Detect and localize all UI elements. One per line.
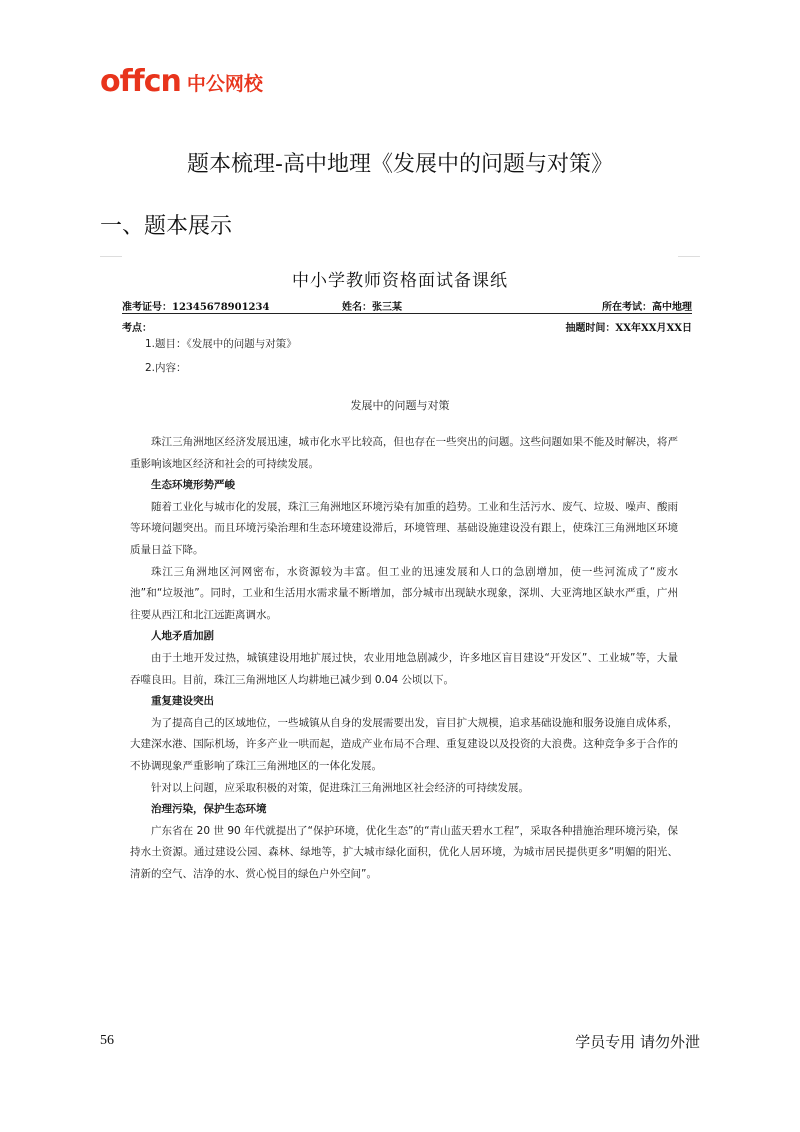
doc-paragraph: 随着工业化与城市化的发展，珠江三角洲地区环境污染有加重的趋势。工业和生活污水、废气、垃圾、噪声、酸雨等环境问题突出。而且环境污染治理和生态环境建设滞后，环境管理、基础设施建设没有跟上，使珠江三角洲地区环境质量日益下降。 bbox=[130, 500, 678, 556]
offcn-logo bbox=[100, 58, 263, 98]
doc-subheading: 重复建设突出 bbox=[151, 695, 214, 708]
doc-paragraph: 珠江三角洲地区河网密布，水资源较为丰富。但工业的迅速发展和人口的急剧增加，使一些河流成了“废水池”和“垃圾池”。同时，工业和生活用水需求量不断增加，部分城市出现缺水现象，深圳、大亚湾地区缺水严重，广州往要从西江和北江远距离调水。 bbox=[130, 565, 678, 621]
doc-paragraph: 为了提高自己的区域地位，一些城镇从自身的发展需要出发，盲目扩大规模，追求基础设施和服务设施自成体系，大建深水港、国际机场，许多产业一哄而起，造成产业布局不合理、重复建设以及投资的大浪费。这种竞争多于合作的不协调现象严重影响了珠江三角洲地区的一体化发展。 bbox=[130, 716, 678, 772]
doc-paragraph: 由于土地开发过热，城镇建设用地扩展过快，农业用地急剧减少，许多地区盲目建设“开发区”、工业城”等，大量吞噬良田。目前，珠江三角洲地区人均耕地已减少到 0.04 公顷以下。 bbox=[130, 651, 678, 686]
exam-number: 准考证号：12345678901234 bbox=[122, 302, 270, 313]
draw-date: 抽题时间：XX年XX月XX日 bbox=[565, 323, 692, 334]
doc-paragraph: 广东省在 20 世 90 年代就提出了“保护环境，优化生态”的“青山蓝天碧水工程”，采取各种措施治理环境污染，保持水土资源。通过建设公园、森林、绿地等，扩大城市绿化面积，优化人居环境，为城市居民提供更多“明媚的阳光、清新的空气、洁净的水、赏心悦目的绿色户外空间”。 bbox=[130, 824, 678, 880]
section-heading: 一、题本展示 bbox=[100, 214, 233, 239]
prep-sheet-image bbox=[100, 256, 700, 916]
doc-paragraph: 珠江三角洲地区经济发展迅速，城市化水平比较高，但也存在一些突出的问题。这些问题如果不能及时解决，将严重影响该地区经济和社会的可持续发展。 bbox=[130, 436, 678, 470]
doc-subheading: 治理污染，保护生态环境 bbox=[151, 803, 267, 816]
meta-divider bbox=[122, 313, 692, 314]
logo-cn-text: 中公网校 bbox=[186, 73, 263, 95]
corner-mark-left bbox=[100, 256, 122, 257]
item-content: 2.内容： bbox=[145, 362, 187, 374]
item-topic: 1.题目：《发展中的问题与对策》 bbox=[145, 338, 297, 350]
exam-subject: 所在考试：高中地理 bbox=[602, 302, 692, 313]
sheet-title: 中小学教师资格面试备课纸 bbox=[292, 271, 508, 291]
doc-heading: 发展中的问题与对策 bbox=[350, 399, 450, 412]
doc-paragraph: 针对以上问题，应采取积极的对策，促进珠江三角洲地区社会经济的可持续发展。 bbox=[151, 781, 529, 794]
logo-latin-text: offcn bbox=[100, 64, 181, 99]
page-number: 56 bbox=[100, 1033, 114, 1048]
corner-mark-right bbox=[678, 256, 700, 257]
candidate-name: 姓名：张三某 bbox=[342, 302, 402, 313]
doc-subheading: 人地矛盾加剧 bbox=[151, 630, 214, 643]
doc-subheading: 生态环境形势严峻 bbox=[151, 479, 235, 492]
doc-content bbox=[130, 432, 678, 885]
page-title: 题本梳理-高中地理《发展中的问题与对策》 bbox=[187, 152, 613, 177]
footer-note: 学员专用 请勿外泄 bbox=[575, 1033, 700, 1051]
exam-point: 考点： bbox=[122, 323, 152, 334]
